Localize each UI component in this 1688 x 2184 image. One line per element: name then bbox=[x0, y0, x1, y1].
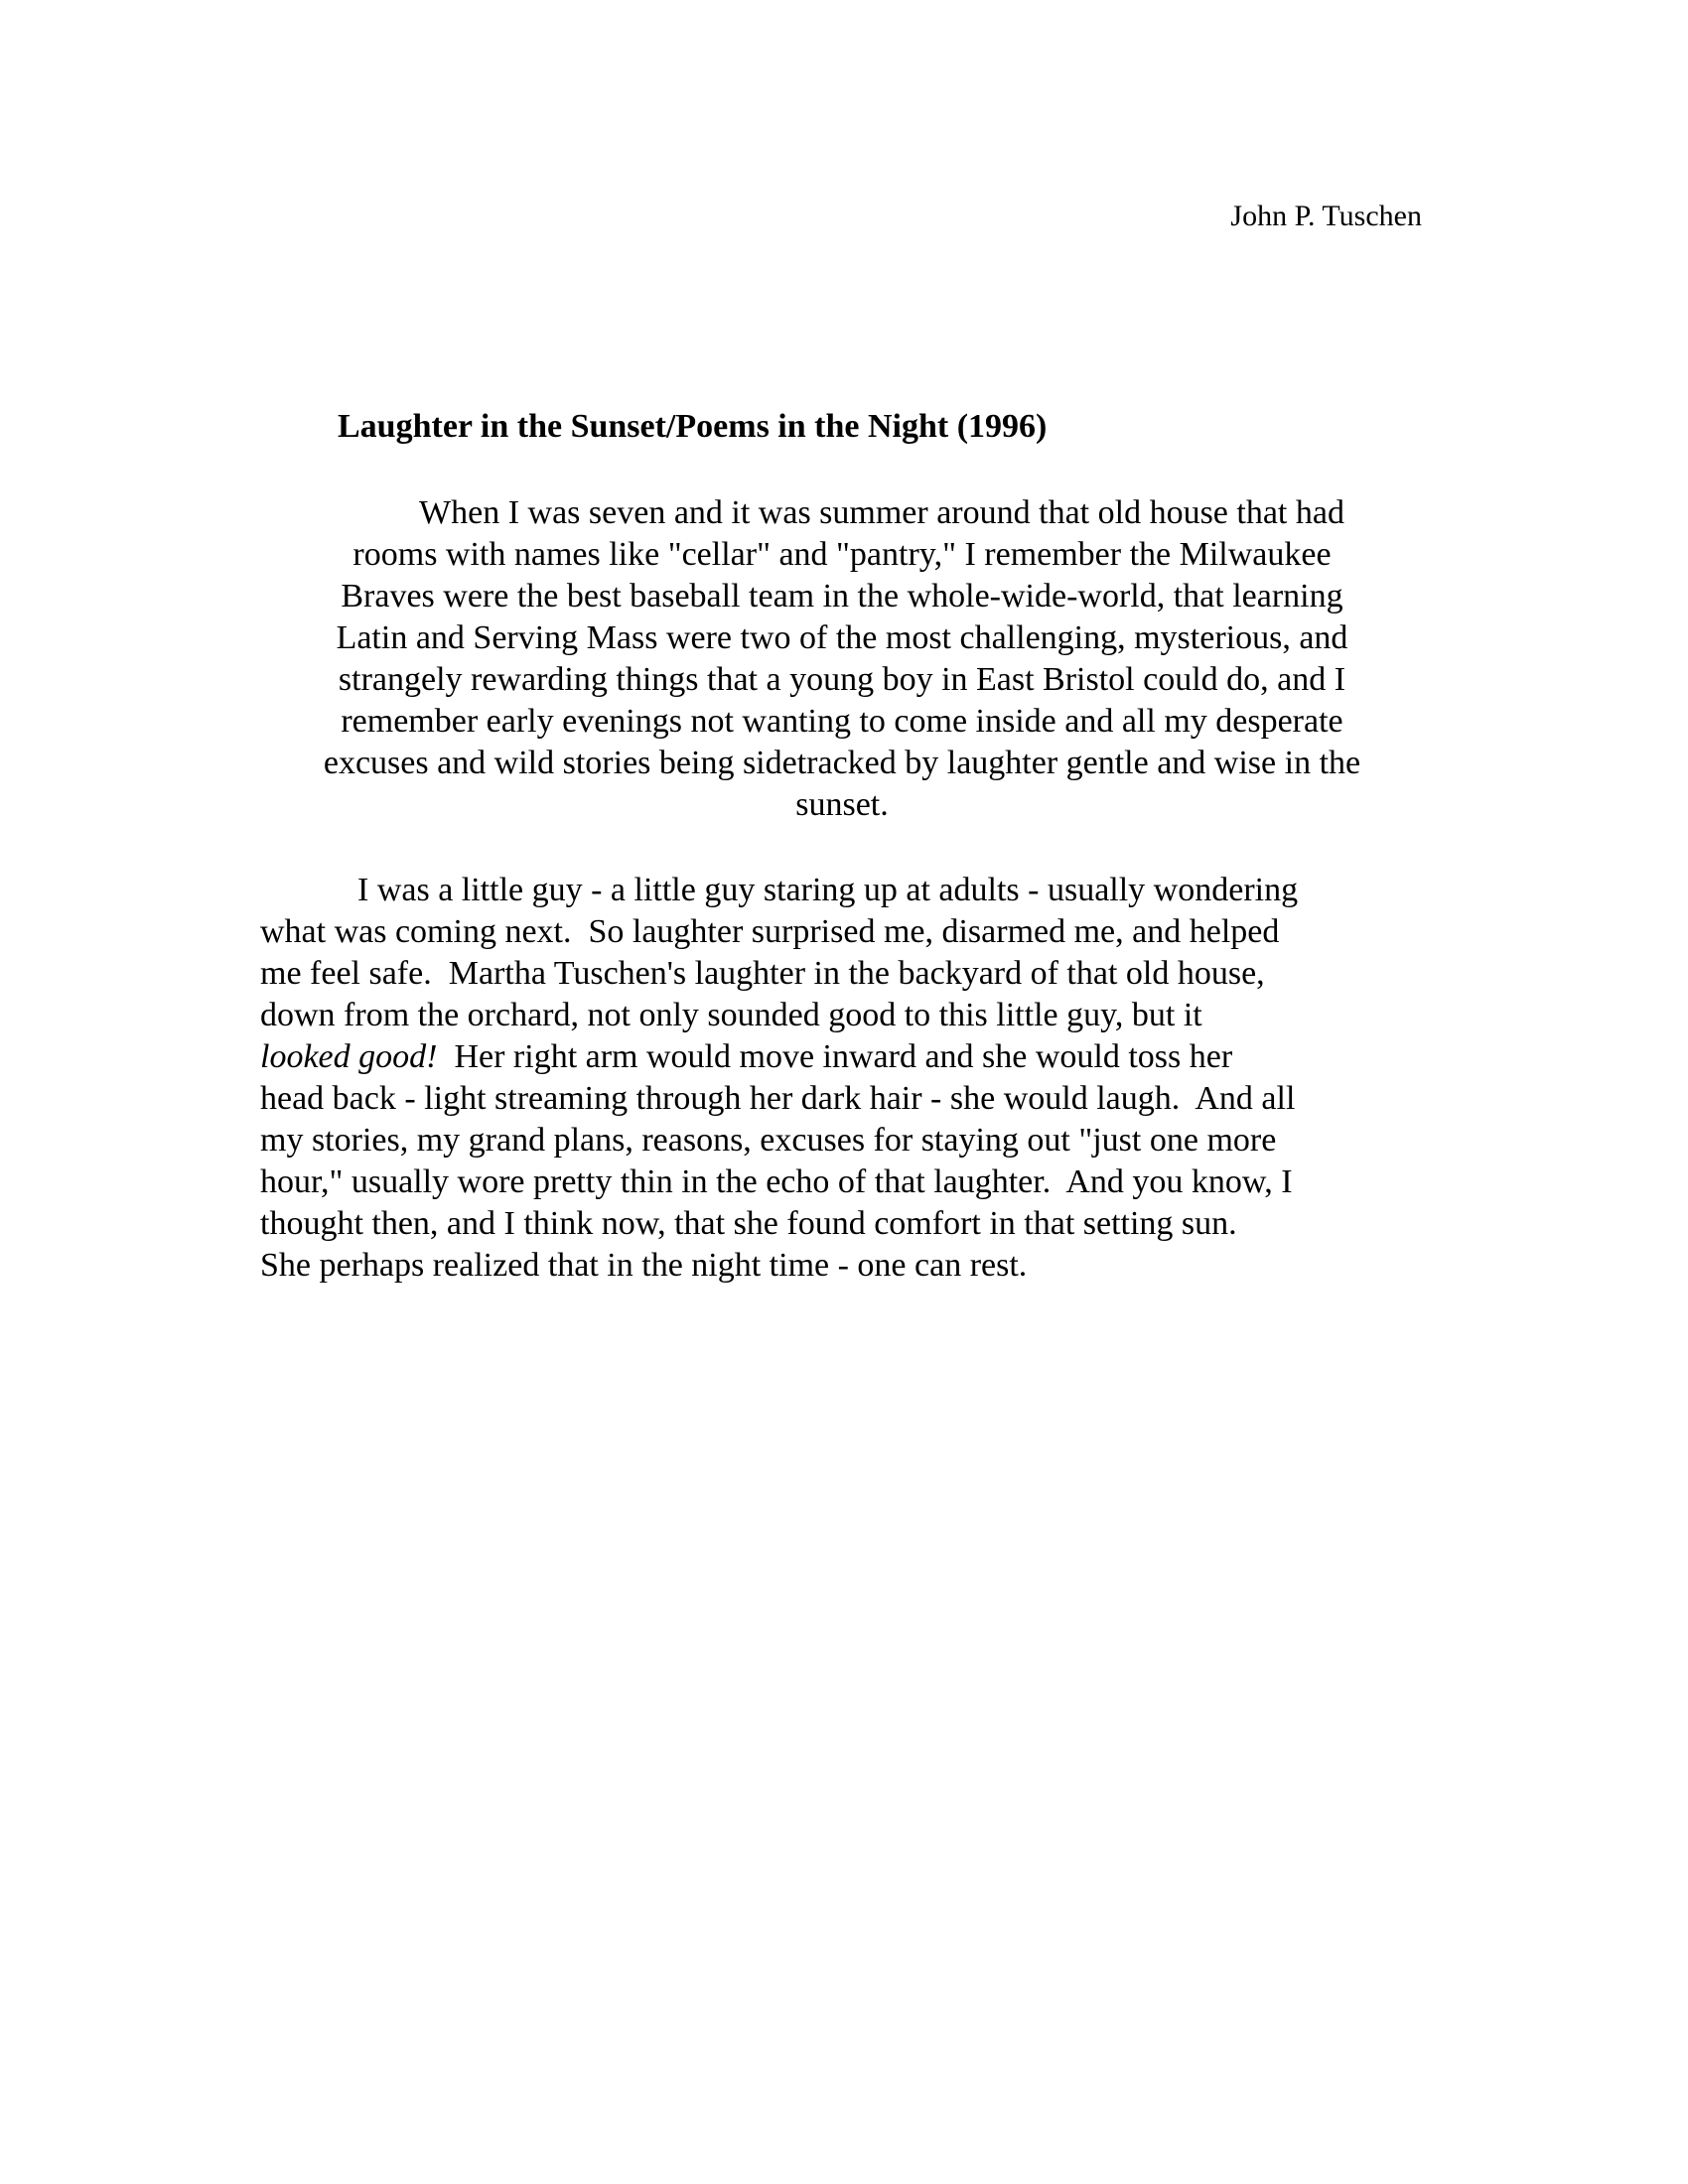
paragraph-2-line: down from the orchard, not only sounded good to this little guy, but it bbox=[260, 997, 1202, 1033]
paragraph-2-line: me feel safe. Martha Tuschen's laughter in the backyard of that old house, bbox=[260, 955, 1265, 992]
paragraph-2-line: hour," usually wore pretty thin in the echo of that laughter. And you know, I bbox=[260, 1163, 1293, 1200]
paragraph-2-line: head back - light streaming through her dark hair - she would laugh. And all bbox=[260, 1080, 1296, 1117]
paragraph-2-line: what was coming next. So laughter surprised me, disarmed me, and helped bbox=[260, 913, 1280, 950]
paragraph-1-line: remember early evenings not wanting to come inside and all my desperate bbox=[341, 703, 1343, 740]
paragraph-2-line: my stories, my grand plans, reasons, excuses for staying out "just one more bbox=[260, 1122, 1277, 1159]
paragraph-1-line: Latin and Serving Mass were two of the most challenging, mysterious, and bbox=[336, 619, 1348, 656]
paragraph-1-line: sunset. bbox=[795, 786, 889, 823]
paragraph-2-line: I was a little guy - a little guy staring up at adults - usually wondering bbox=[357, 872, 1299, 908]
paragraph-2-line: thought then, and I think now, that she found comfort in that setting sun. bbox=[260, 1205, 1237, 1242]
document-title: Laughter in the Sunset/Poems in the Night (1996) bbox=[338, 408, 1048, 445]
paragraph-1-line: rooms with names like "cellar" and "pantry," I remember the Milwaukee bbox=[352, 536, 1332, 573]
italic-phrase: looked good! bbox=[260, 1038, 438, 1075]
paragraph-1-line: excuses and wild stories being sidetracked by laughter gentle and wise in the bbox=[323, 745, 1361, 781]
paragraph-2-line: She perhaps realized that in the night time - one can rest. bbox=[260, 1247, 1028, 1284]
paragraph-1-line: When I was seven and it was summer around that old house that had bbox=[419, 494, 1344, 531]
paragraph-2 bbox=[260, 870, 1424, 1287]
paragraph-2-line bbox=[260, 1036, 1424, 1078]
author-name: John P. Tuschen bbox=[1230, 200, 1422, 232]
paragraph-2-line-rest: Her right arm would move inward and she would toss her bbox=[437, 1038, 1233, 1075]
paragraph-1-line: strangely rewarding things that a young boy in East Bristol could do, and I bbox=[338, 661, 1346, 698]
paragraph-1-line: Braves were the best baseball team in the whole-wide-world, that learning bbox=[341, 578, 1343, 614]
paragraph-1 bbox=[260, 492, 1424, 826]
